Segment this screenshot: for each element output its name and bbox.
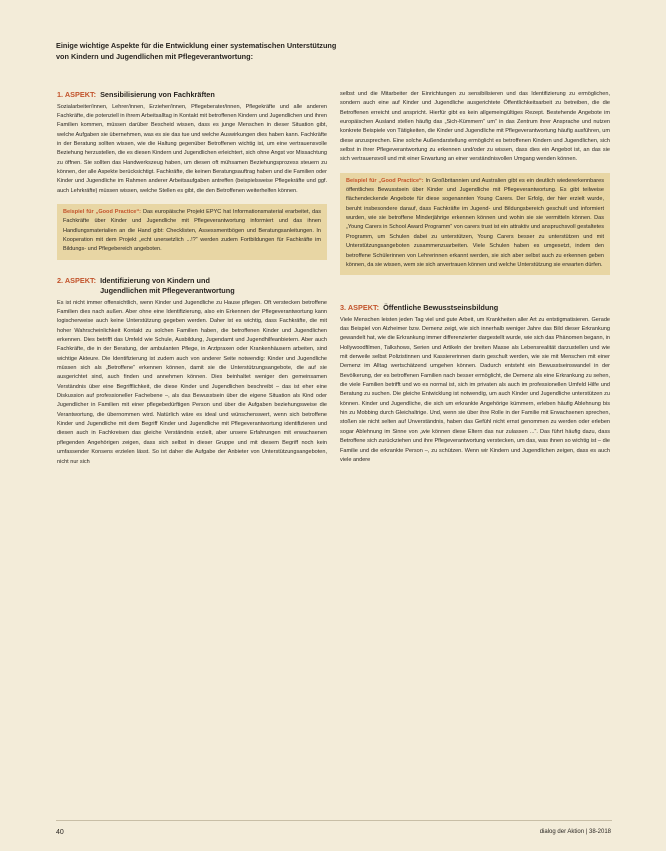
aspect-3-tag: 3. ASPEKT: (340, 303, 380, 313)
good-practice-2-lead: Beispiel für „Good Practice“: (346, 177, 424, 184)
aspect-2-heading (57, 276, 327, 297)
aspect-1-text: Sozialarbeiter/innen, Lehrer/innen, Erzieher/innen, Pflegeberater/innen, Pflegekräfte und alle anderen Fachkräfte, die potenziell in ihrem Arbeitsalltag in Kontakt mit betroffenen Kindern und Jugendlichen und ihren Familien kommen, müssen darüber Bescheid wissen, dass es junge Menschen in dieser Situation gibt, welche Aufgaben sie übernehmen, was es sie das tue und welche Auswirkungen dies haben kann. Fachkräfte in der Beratung sollten wissen, wie die Haltung gegenüber Betroffenen wichtig ist, um eine vertrauensvolle Beziehung herzustellen, die es diesen Kindern und Jugendlichen erleichtert, sich ohne Angst vor Missachtung zu öffnen. Sie sollten das Handwerkszeug haben, um diesen oft mühsamen Beziehungsprozess steuern zu können, der alle Aspekte berücksichtigt. Fachkräfte, die keinen Beratungsauftrag haben und die Familien oder Kinder und Jugendliche im Rahmen anderer Arbeitsaufgaben antreffen (beispielsweise Pflegekräfte und ggf. auch Lehrkräfte) müssen wissen, welche Stellen es gibt, die den Betroffenen weiterhelfen können. (57, 103, 327, 194)
aspect-3-text: Viele Menschen leisten jeden Tag viel und gute Arbeit, um Krankheiten aller Art zu entstigmatisieren. Gerade das Beispiel von Alzheimer bzw. Demenz zeigt, wie sich innerhalb weniger Jahre das Bild dieser Erkrankung gewandelt hat, wie die Erkrankung immer differenzierter dargestellt wurde, wie sich das Phänomen begann, in Hollywoodfilmen, Talkshows, Serien und Artikeln der breiten Masse als Lebensrealität darzustellen und wie mit derweile selbst Polizistinnen und Kassiererinnen darin geschult werden, wie sie mit Menschen mit einer Demenz im Alltag wertschätzend umgehen können. Dadurch entsteht ein Bewusstseinswandel in der Bevölkerung, der es betroffenen Familien nach besser ermöglicht, die Demenz als eine Erkrankung zu sehen, die viele Familien betrifft und wo es normal ist, sich im privaten als auch im professionellen Umfeld Hilfe und Beratung zu suchen. Die gleiche Entwicklung ist notwendig, um auch Kinder und Jugendliche unterstützen zu können. Kinder und Jugendliche, die sich um erkrankte Angehörige kümmern, erleben häufig Ablehnung bis hin zu Mobbing durch Gleichaltrige. Und, wenn sie über ihre Rolle in der Familie mit Erwachsenen sprechen, stoßen sie nicht selten auf Unverständnis, haben das Gefühl nicht ernst genommen zu werden oder erleben sogar Ablehnung im Sinne von „wie können diese Eltern das nur zulassen ...“. Das führt häufig dazu, dass Betroffene sich zurückziehen und ihre Pflegeverantwortung verstecken, um das, was ihnen so wichtig ist – die Familie und die erkrankte Person –, zu schützen. Wenn wir Kindern und Jugendlichen zeigen, dass es auch viele andere (340, 316, 610, 463)
footer-rule (56, 820, 612, 821)
page-number: 40 (56, 829, 64, 836)
aspect-1-title: Sensibilisierung von Fachkräften (100, 90, 215, 99)
aspect-1-tag: 1. ASPEKT: (57, 90, 97, 99)
intro-heading (56, 40, 476, 62)
good-practice-box-2 (340, 173, 610, 275)
good-practice-box-1 (57, 204, 327, 260)
publication-footer: dialog der Aktion | 38-2018 (539, 829, 611, 835)
aspect-2-title-line-2: Jugendlichen mit Pflegeverantwortung (100, 286, 235, 296)
aspect-1-heading (57, 90, 327, 101)
good-practice-1-text: Das europäische Projekt EPYC hat Informationsmaterial erarbeitet, das Fachkräfte über Kinder und Jugendliche mit Pflegeverantwortung informiert und das ihnen Handlungsmaterialien an die Hand gibt: Checklisten, Assessmentbögen und Beratungsanleitungen. In Kooperation mit dem Projekt „echt unersetzlich ...!?“ werden zudem Fortbildungen für Fachkräfte im Bildungs- und Pflegebereich angeboten. (63, 208, 321, 253)
aspect-3-title: Öffentliche Bewusstseinsbildung (383, 303, 499, 313)
aspect-2-text: Es ist nicht immer offensichtlich, wenn Kinder und Jugendliche zu Hause pflegen. Oft verstecken betroffene Familien dies nach außen. Aber ohne eine Identifizierung, also ein Erkennen der Pflegeverantwortung kann logischerweise auch keine Unterstützung gegeben werden. Daher ist es wichtig, dass Fachkräfte, die mit hoher Wahrscheinlichkeit Kontakt zu solchen Familien haben, die betroffenen Kinder und Jugendlichen erkennen. Dies betrifft das Umfeld wie Schule, Ausbildung, Jugendamt und Jugendhilfeanbietern. Aber auch Fachkräfte, die in der Beratung, der ambulanten Pflege, in Arztpraxen oder Krankenhäusern arbeiten, sind wichtige Akteure. Die Identifizierung ist zudem auch von anderer Seite notwendig: Kinder und Jugendliche müssen sich als „Betroffene“ erkennen können, damit sie die Unterstützungsangebote, die auf sie ausgerichtet sind, auch finden und annehmen können. Dies beinhaltet weniger den gemeinsamen Verständnis über eine Begrifflichkeit, die diese Kinder und Jugendlichen beschreibt – das ist eher eine Diskussion auf professioneller Fachebene –, als das Bewusstsein über die eigene Situation als Kind oder Jugendlicher in Familien mit einer pflegebedürftigen Person und über die Aufgaben beziehungsweise die Verantwortung, die übernommen wird. Natürlich wäre es ideal und wünschenswert, wenn sich betroffene Kinder und Jugendliche mit dem Begriff Kinder und Jugendliche mit Pflegeverantwortung identifizieren und diesen auch in Fachkreisen das gleiche Verständnis erzielt, aber unsere Erfahrungen mit erwachsenen pflegenden Angehörigen zeigen, dass sich selbst in dieser Gruppe und mit diesem Begriff noch kein umfassender Konsens erzielen lässt. So ist daher die Aufgabe der Anbieter von Unterstützungsangeboten, nicht nur sich (57, 299, 327, 465)
intro-line-2: von Kindern und Jugendlichen mit Pflegeverantwortung: (56, 52, 254, 61)
right-column (340, 90, 610, 465)
good-practice-2-text: In Großbritannien und Australien gibt es ein deutlich wiedererkennbares öffentliches Bewusstsein über Kinder und Jugendliche mit Pflegeverantwortung. Es gibt teilweise flächendeckende Angebote für diese sogenannten Young Carers. Der Erfolg, der hier erzielt wurde, beruht insbesondere darauf, dass Fachkräfte im Jugend- und Bildungsbereich geschult und informiert wurden, wie sie betroffene Minderjährige erkennen können und wohin sie sie vermitteln können. Das „Young Carers in School Award Programm“ von carers trust ist ein attraktiv und anspruchsvoll gestaltetes Programm, um Schulen dabei zu unterstützen, Young Carers besser zu unterstützen und mit Unterstützungsangeboten zusammenzuarbeiten. Viele Schulen haben es umgesetzt, indem den betroffene Schülerinnen von Lehrerinnen erkannt werden, sie sich aber selbst auch zu erkennen geben können, da sie wissen, wem sie sich anvertrauen können und welche Unterstützung sie erwarten dürfen. (346, 177, 605, 268)
left-column (57, 90, 327, 467)
aspect-2-tag: 2. ASPEKT: (57, 275, 97, 285)
aspect-2-continued-text: selbst und die Mitarbeiter der Einrichtungen zu sensibilisieren und das Identifizierung zu ermöglichen, sondern auch eine auf Kinder und Jugendliche ausgerichtete Öffentlichkeitsarbeit zu betreiben, die die Betroffenen erreicht und anspricht. Hierfür gibt es kein allgemeingültiges Rezept. Bestehende Angebote im europäischen Ausland stellen häufig das „Sich-Kümmern“ um“ in das Zentrum ihrer Ansprache und nutzen konkrete Beispiele von Tätigkeiten, die Kinder und Jugendliche mit Pflegeverantwortung häufig ausführen, um diese anzusprechen. Eine solche Außendarstellung ermöglicht es betroffenen Kindern und Jugendlichen, sich selbst in ihrer Pflegeverantwortung zu erkennen und/oder zu wissen, dass dies ein Angebot ist, an das sie sich vertrauensvoll und mit einer Erwartung an einer verständnisvollen Umgang wenden können. (340, 91, 610, 163)
intro-line-1: Einige wichtige Aspekte für die Entwicklung einer systematischen Unterstützung (56, 41, 337, 50)
good-practice-1-lead: Beispiel für „Good Practice“: (63, 208, 141, 215)
aspect-2-title-line-1: Identifizierung von Kindern und (100, 275, 210, 285)
aspect-3-heading (340, 303, 610, 314)
